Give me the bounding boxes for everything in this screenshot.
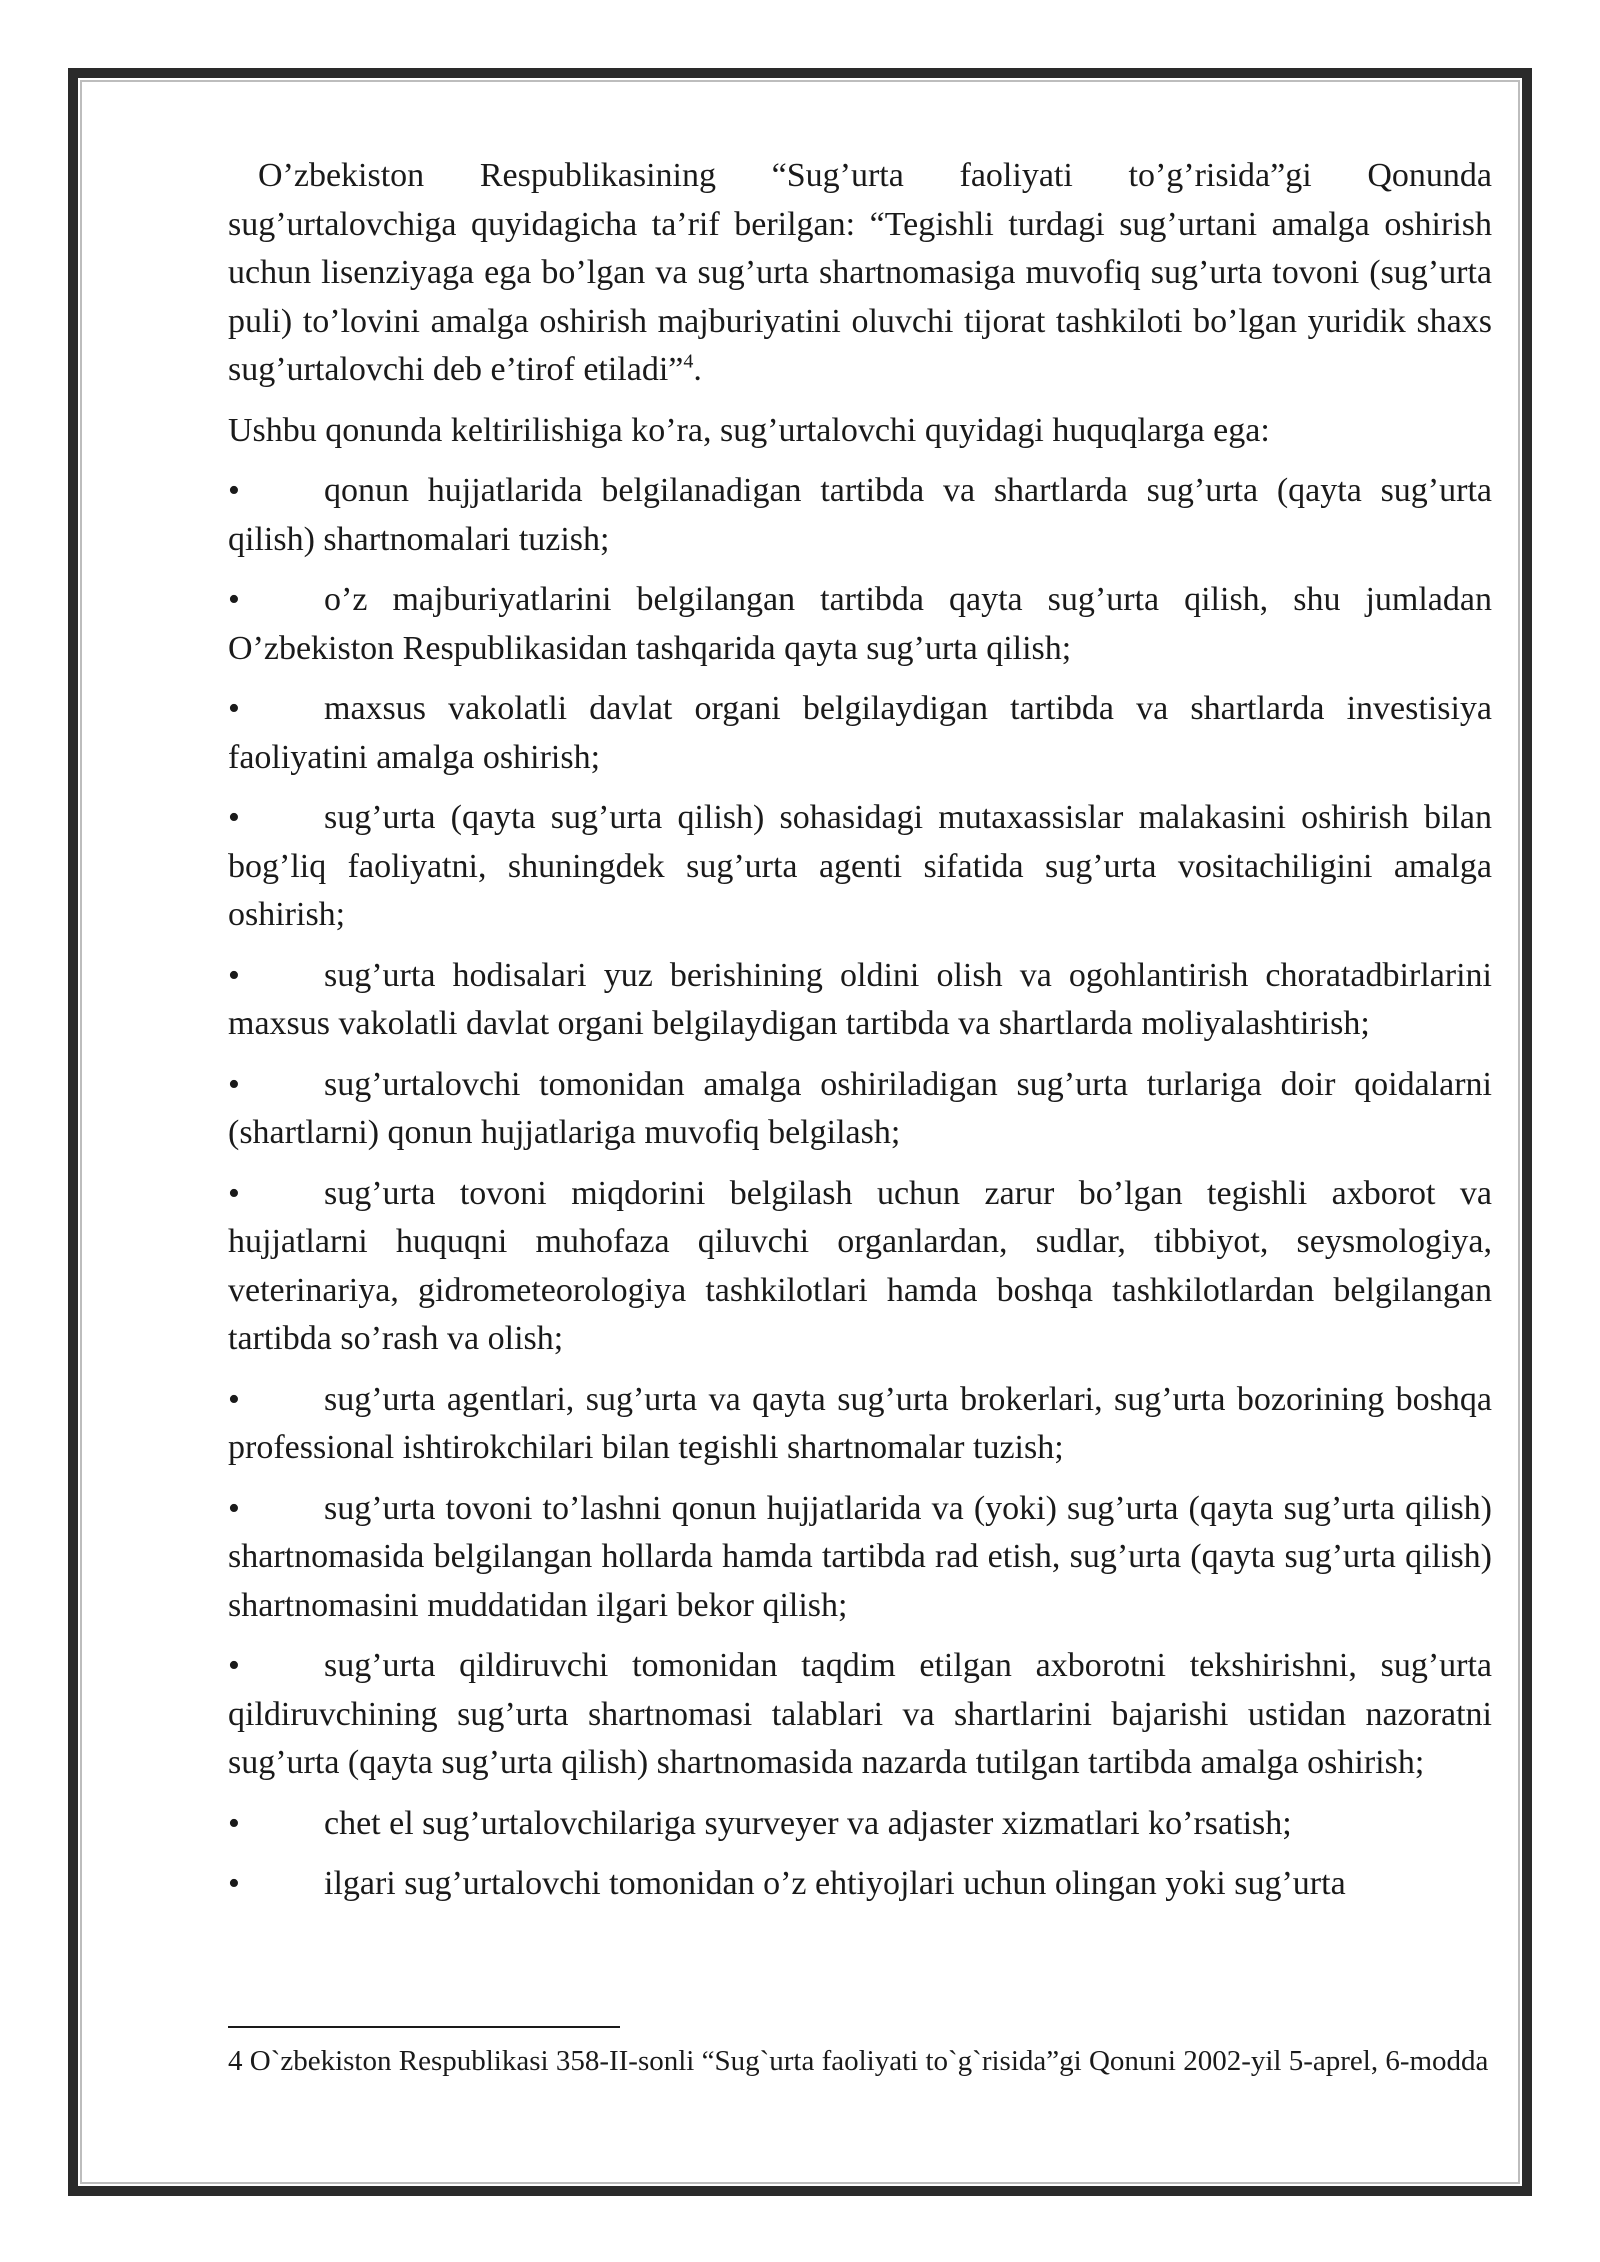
bullet-icon: • — [228, 1804, 240, 1842]
bullet-icon: • — [228, 799, 240, 836]
list-item — [228, 1376, 1492, 1473]
list-item-text: sug’urta (qayta sug’urta qilish) sohasidagi mutaxassislar malakasini oshirish bilan bog’liq faoliyatni, shuningdek sug’urta agenti sifatida sug’urta vositachiligini amalga oshirish; — [228, 799, 1492, 933]
bullet-icon: • — [228, 472, 240, 509]
list-item — [228, 685, 1492, 782]
document-body — [228, 152, 1492, 1921]
footnote-reference[interactable]: 4 — [683, 350, 694, 373]
bullet-icon: • — [228, 1865, 240, 1902]
list-item — [228, 1800, 1492, 1849]
footnote: 4 O`zbekiston Respublikasi 358-II-sonli “Sug`urta faoliyati to`g`risida”gi Qonuni 2002-yil 5-aprel, 6-modda — [228, 2045, 1489, 2077]
intro-end: . — [693, 351, 702, 388]
list-item-text: o’z majburiyatlarini belgilangan tartibda qayta sug’urta qilish, shu jumladan O’zbekiston Respublikasidan tashqarida qayta sug’urta qilish; — [228, 581, 1492, 667]
bullet-icon: • — [228, 1647, 240, 1684]
list-item-text: maxsus vakolatli davlat organi belgilaydigan tartibda va shartlarda investisiya faoliyatini amalga oshirish; — [228, 690, 1492, 776]
list-item — [228, 1642, 1492, 1788]
list-item — [228, 1485, 1492, 1631]
list-item-text: sug’urta hodisalari yuz berishining oldini olish va ogohlantirish choratadbirlarini maxsus vakolatli davlat organi belgilaydigan tartibda va shartlarda moliyalashtirish; — [228, 956, 1492, 1042]
list-item-text: qonun hujjatlarida belgilanadigan tartibda va shartlarda sug’urta (qayta sug’urta qilish) shartnomalari tuzish; — [228, 472, 1492, 558]
bullet-icon: • — [228, 1065, 240, 1103]
bullet-icon: • — [228, 1174, 240, 1212]
list-item-text: ilgari sug’urtalovchi tomonidan o’z ehtiyojlari uchun olingan yoki sug’urta — [324, 1865, 1346, 1902]
list-item — [228, 576, 1492, 673]
list-item-text: sug’urta agentlari, sug’urta va qayta sug’urta brokerlari, sug’urta bozorining boshqa professional ishtirokchilari bilan tegishli shartnomalar tuzish; — [228, 1380, 1492, 1466]
list-item — [228, 1061, 1492, 1158]
bullet-icon: • — [228, 581, 240, 618]
list-item-text: sug’urta tovoni to’lashni qonun hujjatlarida va (yoki) sug’urta (qayta sug’urta qilish) shartnomasida belgilangan hollarda hamda tartibda rad etish, sug’urta (qayta sug’urta qilish) shartnomasini muddatidan ilgari bekor qilish; — [228, 1489, 1492, 1624]
list-item — [228, 467, 1492, 564]
bullet-icon: • — [228, 1380, 240, 1418]
list-item-text: sug’urtalovchi tomonidan amalga oshiriladigan sug’urta turlariga doir qoidalarni (shartlarni) qonun hujjatlariga muvofiq belgilash; — [228, 1065, 1492, 1151]
list-item-text: sug’urta qildiruvchi tomonidan taqdim etilgan axborotni tekshirishni, sug’urta qildiruvchining sug’urta shartnomasi talablari va shartlarini bajarishi ustidan nazoratni sug’urta (qayta sug’urta qilish) shartnomasida nazarda tutilgan tartibda amalga oshirish; — [228, 1647, 1492, 1781]
intro-text: O’zbekiston Respublikasining “Sug’urta faoliyati to’g’risida”gi Qonunda sug’urtalovchiga quyidagicha ta’rif berilgan: “Tegishli turdagi sug’urtani amalga oshirish uchun lisenziyaga ega bo’lgan va sug’urta shartnomasiga muvofiq sug’urta tovoni (sug’urta puli) to’lovini amalga oshirish majburiyatini oluvchi tijorat tashkiloti bo’lgan yuridik shaxs sug’urtalovchi deb e’tirof etiladi” — [228, 157, 1492, 388]
intro-paragraph — [228, 152, 1492, 395]
list-item — [228, 952, 1492, 1049]
list-item — [228, 1170, 1492, 1364]
footnote-separator — [228, 2026, 620, 2028]
bullet-icon: • — [228, 956, 240, 994]
list-item-text: chet el sug’urtalovchilariga syurveyer va adjaster xizmatlari ko’rsatish; — [324, 1804, 1292, 1842]
list-item-text: sug’urta tovoni miqdorini belgilash uchun zarur bo’lgan tegishli axborot va hujjatlarni huquqni muhofaza qiluvchi organlardan, sudlar, tibbiyot, seysmologiya, veterinariya, gidrometeorologiya tashkilotlari hamda boshqa tashkilotlardan belgilangan tartibda so’rash va olish; — [228, 1174, 1492, 1357]
bullet-icon: • — [228, 690, 240, 727]
bullet-icon: • — [228, 1489, 240, 1527]
list-item — [228, 1860, 1492, 1909]
list-item — [228, 794, 1492, 940]
lead-paragraph: Ushbu qonunda keltirilishiga ko’ra, sug’urtalovchi quyidagi huquqlarga ega: — [228, 411, 1270, 449]
